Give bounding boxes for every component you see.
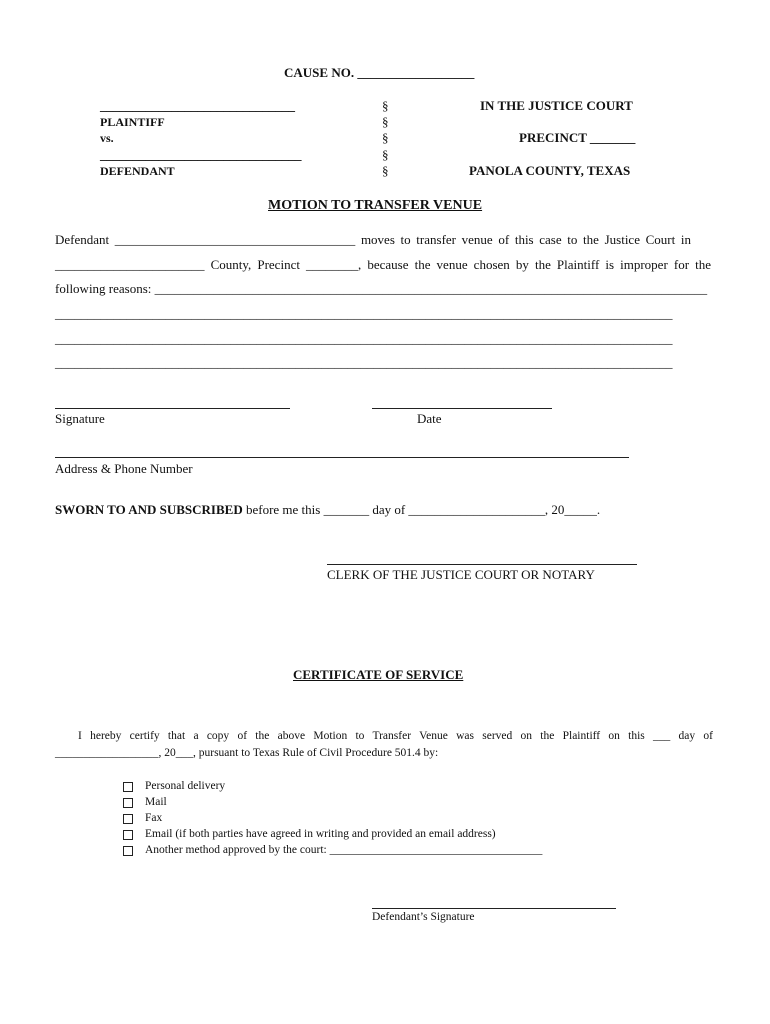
address-line [55, 457, 629, 458]
vs-label: vs. [100, 131, 114, 145]
service-option: Another method approved by the court: _____________________________________ [145, 844, 543, 856]
checkbox[interactable] [123, 782, 133, 792]
clerk-signature-line [327, 564, 637, 565]
certificate-title: CERTIFICATE OF SERVICE [293, 667, 464, 682]
section-mark: § [382, 147, 389, 162]
certificate-line-1: I hereby certify that a copy of the above Motion to Transfer Venue was served on the Plaintiff on this ___ day of [78, 730, 713, 742]
service-option: Personal delivery [145, 780, 226, 792]
blank-line: _______________________________________________________________________________________________ [55, 306, 673, 321]
defendant-signature-label: Defendant’s Signature [372, 911, 475, 923]
checkbox[interactable] [123, 830, 133, 840]
blank-line: _______________________________________________________________________________________________ [55, 355, 673, 370]
body-line-1: Defendant _____________________________________ moves to transfer venue of this case to the Justice Court in [55, 232, 691, 247]
service-option: Email (if both parties have agreed in writing and provided an email address) [145, 828, 496, 840]
section-mark: § [382, 114, 389, 129]
body-line-3: following reasons: _____________________________________________________________________________________ [55, 281, 708, 296]
certificate-line-2: __________________, 20___, pursuant to Texas Rule of Civil Procedure 501.4 by: [55, 747, 439, 759]
signature-label: Signature [55, 411, 105, 426]
sworn-statement [55, 503, 600, 516]
address-label: Address & Phone Number [55, 461, 193, 476]
defendant-signature-line [372, 908, 616, 909]
clerk-label: CLERK OF THE JUSTICE COURT OR NOTARY [327, 567, 595, 582]
court-name: IN THE JUSTICE COURT [480, 98, 633, 113]
signature-line [55, 408, 290, 409]
precinct: PRECINCT _______ [519, 130, 636, 145]
sworn-bold: SWORN TO AND SUBSCRIBED [55, 502, 243, 517]
county: PANOLA COUNTY, TEXAS [469, 163, 631, 178]
service-option: Mail [145, 796, 167, 808]
sworn-rest: before me this _______ day of _____________________, 20_____. [242, 502, 601, 517]
plaintiff-line: ______________________________ [100, 98, 295, 113]
blank-line: _______________________________________________________________________________________________ [55, 331, 673, 346]
section-mark: § [382, 98, 389, 113]
checkbox[interactable] [123, 846, 133, 856]
date-label: Date [417, 411, 442, 426]
checkbox[interactable] [123, 814, 133, 824]
body-line-2: _______________________ County, Precinct ________, because the venue chosen by the Plaintiff is improper for the [55, 257, 711, 272]
plaintiff-label: PLAINTIFF [100, 115, 165, 129]
section-mark: § [382, 130, 389, 145]
date-line [372, 408, 552, 409]
checkbox[interactable] [123, 798, 133, 808]
defendant-label: DEFENDANT [100, 164, 175, 178]
document-title: MOTION TO TRANSFER VENUE [268, 198, 483, 213]
defendant-line: _______________________________ [100, 147, 302, 162]
section-mark: § [382, 163, 389, 178]
cause-number: CAUSE NO. __________________ [284, 65, 475, 80]
service-option: Fax [145, 812, 163, 824]
